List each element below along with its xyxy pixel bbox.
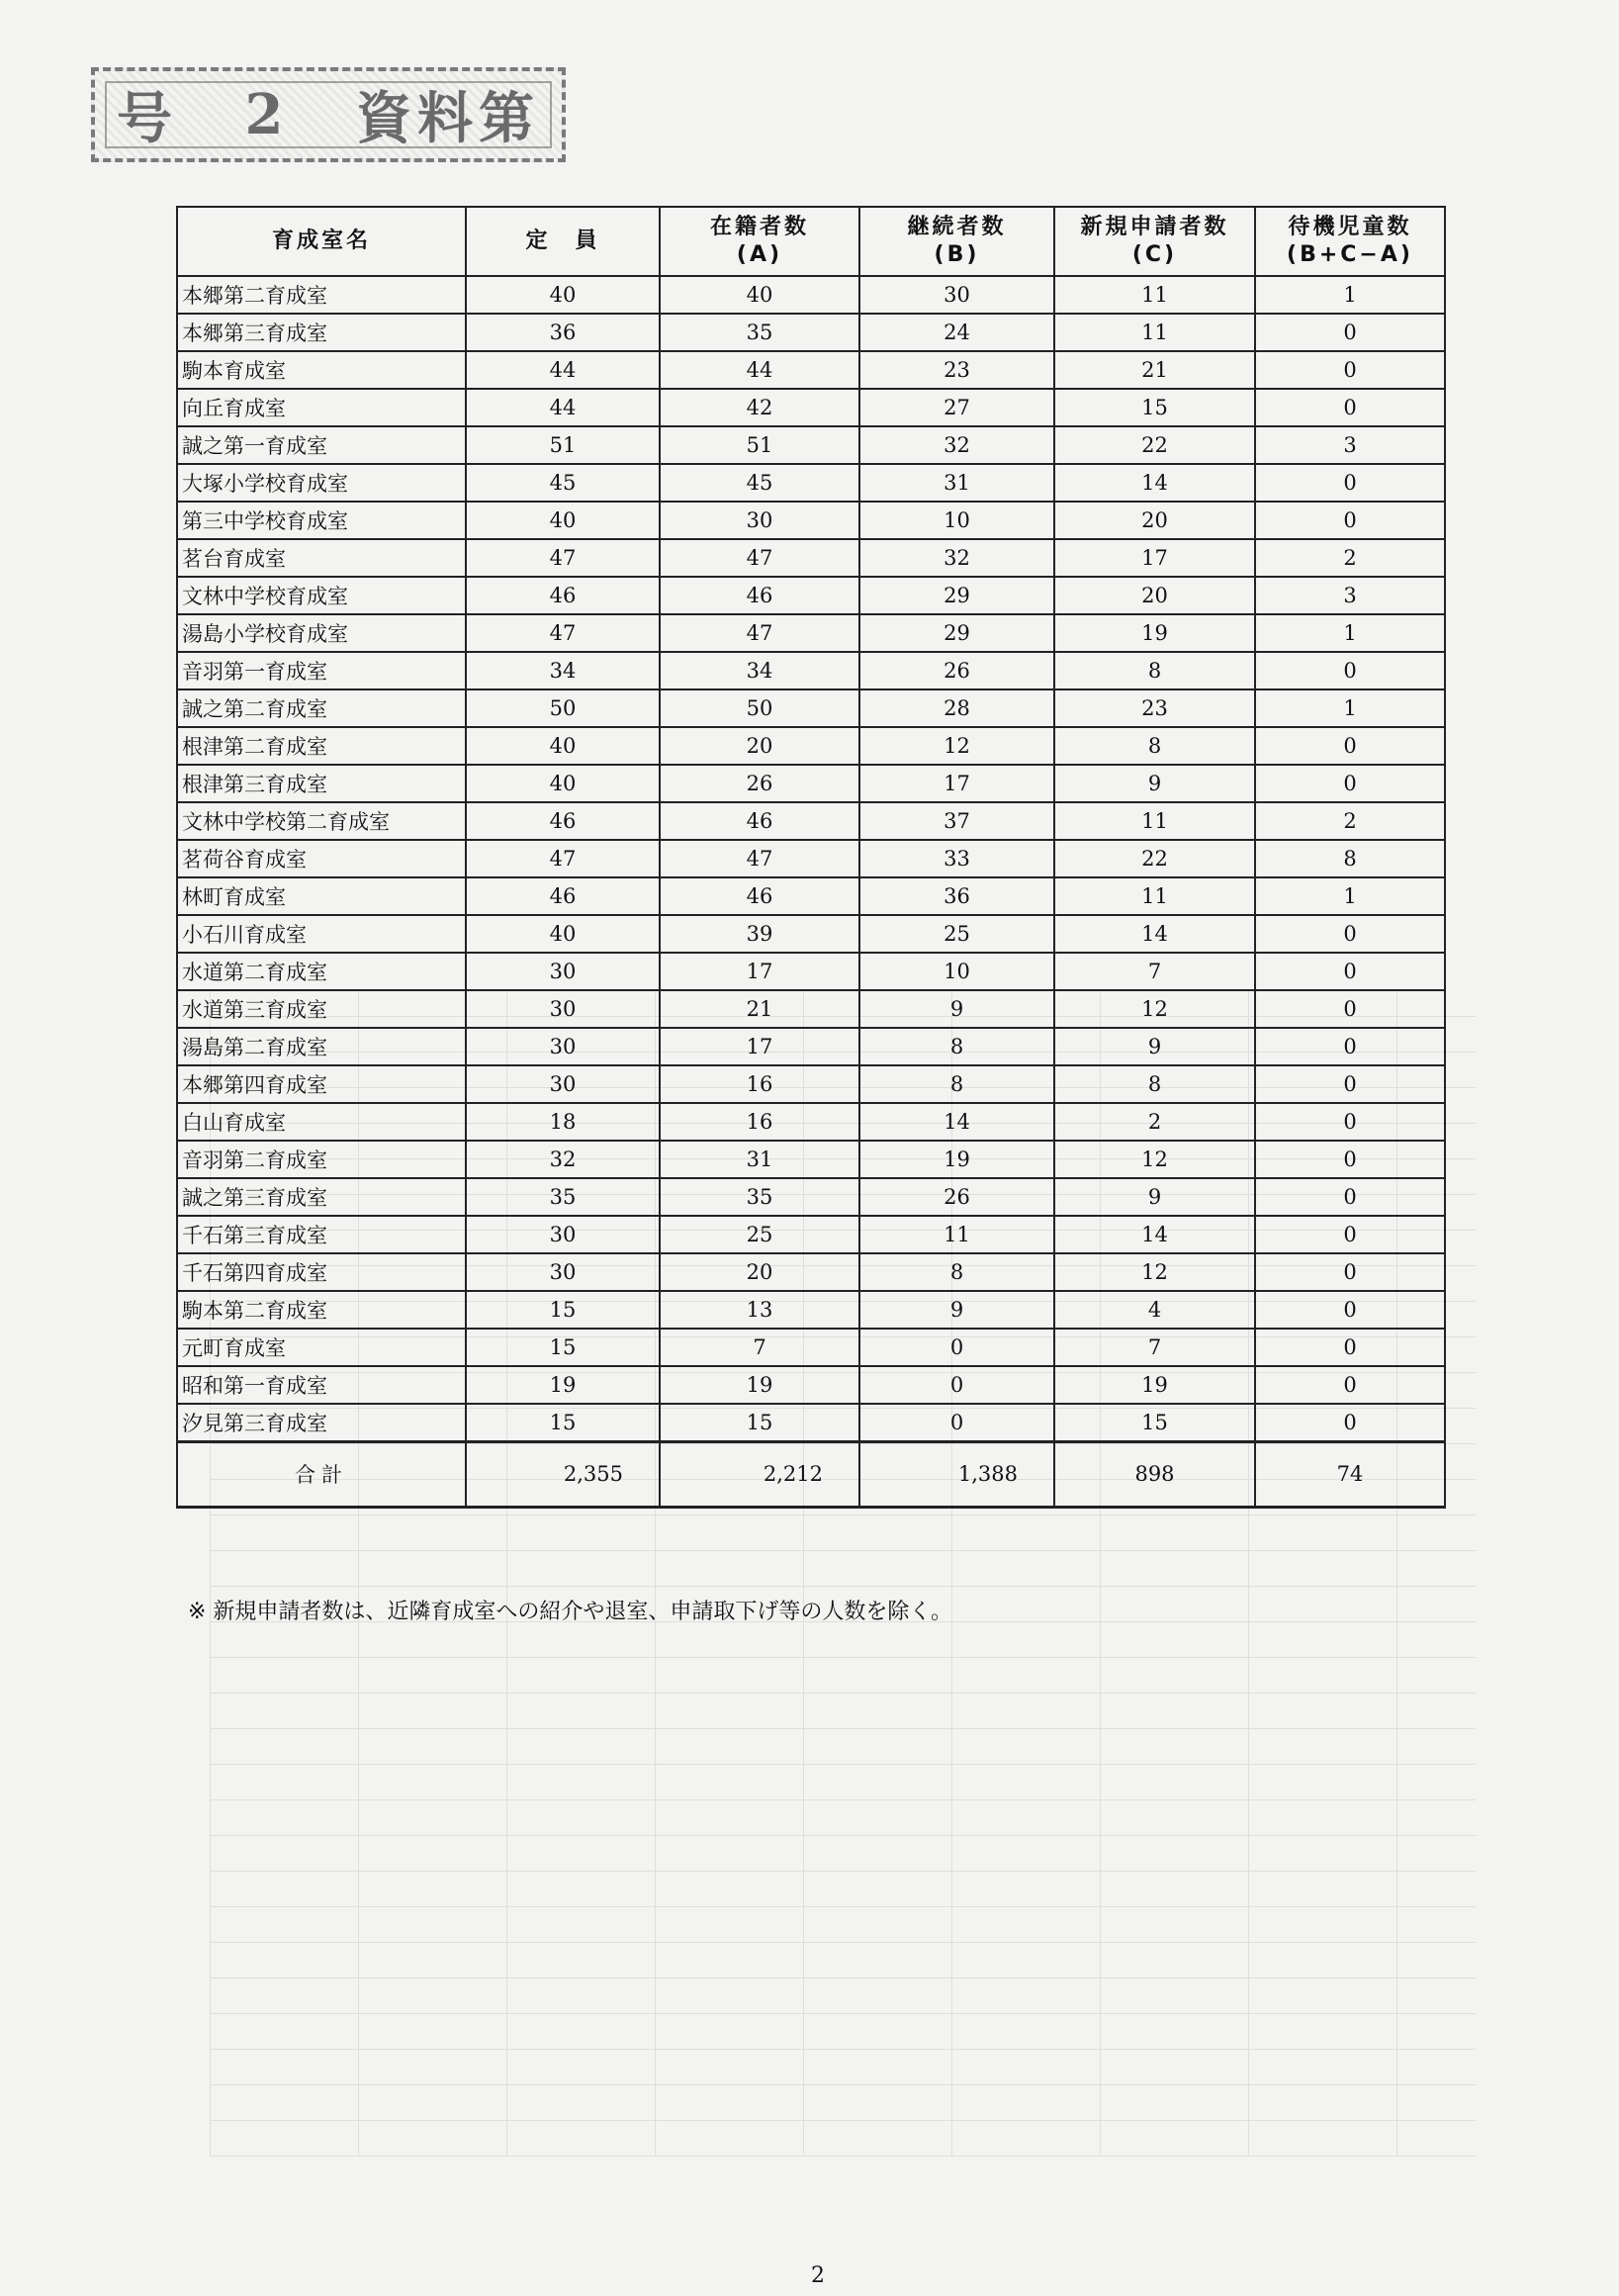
cell-continuing: 31 <box>859 464 1054 502</box>
cell-capacity: 35 <box>466 1178 660 1216</box>
cell-new-applicants: 19 <box>1054 1366 1255 1404</box>
cell-enrolled: 45 <box>660 464 859 502</box>
cell-new-applicants: 7 <box>1054 953 1255 990</box>
cell-room-name: 根津第三育成室 <box>177 765 466 802</box>
cell-continuing: 32 <box>859 426 1054 464</box>
cell-waiting: 2 <box>1255 802 1445 840</box>
cell-waiting: 0 <box>1255 1103 1445 1141</box>
cell-new-applicants: 14 <box>1054 1216 1255 1253</box>
cell-waiting: 0 <box>1255 1141 1445 1178</box>
cell-enrolled: 47 <box>660 614 859 652</box>
cell-enrolled: 17 <box>660 953 859 990</box>
cell-enrolled: 42 <box>660 389 859 426</box>
table-row <box>177 1028 1445 1065</box>
cell-capacity: 47 <box>466 614 660 652</box>
cell-new-applicants: 23 <box>1054 689 1255 727</box>
cell-continuing: 8 <box>859 1253 1054 1291</box>
header-label: 継続者数 <box>907 215 1007 239</box>
cell-continuing: 14 <box>859 1103 1054 1141</box>
cell-waiting: 0 <box>1255 1253 1445 1291</box>
table-row <box>177 539 1445 577</box>
cell-continuing: 10 <box>859 953 1054 990</box>
table-row <box>177 727 1445 765</box>
cell-waiting: 1 <box>1255 276 1445 314</box>
cell-enrolled: 46 <box>660 577 859 614</box>
table-row <box>177 351 1445 389</box>
header-row <box>177 207 1445 276</box>
table-body <box>177 276 1445 1441</box>
header-label: 育成室名 <box>271 229 371 253</box>
cell-continuing: 30 <box>859 276 1054 314</box>
cell-capacity: 18 <box>466 1103 660 1141</box>
cell-room-name: 大塚小学校育成室 <box>177 464 466 502</box>
table-row <box>177 990 1445 1028</box>
cell-new-applicants: 12 <box>1054 1253 1255 1291</box>
cell-enrolled: 15 <box>660 1404 859 1441</box>
cell-waiting: 0 <box>1255 1065 1445 1103</box>
cell-waiting: 0 <box>1255 1178 1445 1216</box>
cell-capacity: 32 <box>466 1141 660 1178</box>
cell-new-applicants: 20 <box>1054 502 1255 539</box>
table-row <box>177 577 1445 614</box>
cell-new-applicants: 20 <box>1054 577 1255 614</box>
cell-waiting: 0 <box>1255 1329 1445 1366</box>
cell-continuing: 19 <box>859 1141 1054 1178</box>
cell-continuing: 9 <box>859 990 1054 1028</box>
cell-room-name: 湯島第二育成室 <box>177 1028 466 1065</box>
cell-continuing: 25 <box>859 915 1054 953</box>
table-row <box>177 1216 1445 1253</box>
cell-enrolled: 16 <box>660 1065 859 1103</box>
table-row <box>177 689 1445 727</box>
cell-room-name: 本郷第二育成室 <box>177 276 466 314</box>
table-row <box>177 1291 1445 1329</box>
cell-room-name: 向丘育成室 <box>177 389 466 426</box>
cell-room-name: 誠之第一育成室 <box>177 426 466 464</box>
table-row <box>177 276 1445 314</box>
cell-enrolled: 40 <box>660 276 859 314</box>
header-sublabel: (A) <box>736 242 783 267</box>
footnote: ※ 新規申請者数は、近隣育成室への紹介や退室、申請取下げ等の人数を除く。 <box>188 1600 952 1624</box>
cell-new-applicants: 11 <box>1054 802 1255 840</box>
stamp-inner-border <box>105 81 552 148</box>
cell-continuing: 23 <box>859 351 1054 389</box>
cell-capacity: 30 <box>466 1253 660 1291</box>
waiting-children-table <box>176 206 1446 1509</box>
cell-enrolled: 51 <box>660 426 859 464</box>
cell-new-applicants: 11 <box>1054 314 1255 351</box>
cell-continuing: 29 <box>859 577 1054 614</box>
cell-room-name: 音羽第一育成室 <box>177 652 466 689</box>
cell-room-name: 駒本第二育成室 <box>177 1291 466 1329</box>
cell-waiting: 3 <box>1255 426 1445 464</box>
cell-enrolled: 26 <box>660 765 859 802</box>
table-row <box>177 1065 1445 1103</box>
header-label: 待機児童数 <box>1288 215 1412 239</box>
table-row <box>177 915 1445 953</box>
cell-continuing: 33 <box>859 840 1054 877</box>
cell-room-name: 文林中学校第二育成室 <box>177 802 466 840</box>
table-row <box>177 1329 1445 1366</box>
cell-enrolled: 50 <box>660 689 859 727</box>
cell-continuing: 8 <box>859 1028 1054 1065</box>
table-row <box>177 1404 1445 1441</box>
cell-capacity: 34 <box>466 652 660 689</box>
cell-waiting: 1 <box>1255 689 1445 727</box>
total-continuing: 1,388 <box>859 1441 1054 1507</box>
cell-capacity: 40 <box>466 727 660 765</box>
cell-new-applicants: 2 <box>1054 1103 1255 1141</box>
cell-new-applicants: 9 <box>1054 1028 1255 1065</box>
cell-waiting: 0 <box>1255 351 1445 389</box>
cell-capacity: 15 <box>466 1329 660 1366</box>
stamp-text-right: 資料第 <box>356 86 540 151</box>
cell-capacity: 40 <box>466 502 660 539</box>
cell-room-name: 元町育成室 <box>177 1329 466 1366</box>
cell-room-name: 駒本育成室 <box>177 351 466 389</box>
cell-waiting: 0 <box>1255 1291 1445 1329</box>
cell-waiting: 0 <box>1255 765 1445 802</box>
cell-continuing: 0 <box>859 1329 1054 1366</box>
cell-enrolled: 20 <box>660 1253 859 1291</box>
cell-enrolled: 30 <box>660 502 859 539</box>
header-room-name <box>177 207 466 276</box>
stamp-text-left: 号 <box>117 86 178 151</box>
cell-continuing: 0 <box>859 1404 1054 1441</box>
cell-room-name: 湯島小学校育成室 <box>177 614 466 652</box>
cell-new-applicants: 9 <box>1054 765 1255 802</box>
total-capacity: 2,355 <box>466 1441 660 1507</box>
cell-capacity: 46 <box>466 877 660 915</box>
table-row <box>177 1366 1445 1404</box>
cell-new-applicants: 11 <box>1054 877 1255 915</box>
cell-capacity: 40 <box>466 765 660 802</box>
cell-room-name: 第三中学校育成室 <box>177 502 466 539</box>
header-label: 在籍者数 <box>709 215 809 239</box>
total-row <box>177 1441 1445 1507</box>
cell-new-applicants: 12 <box>1054 990 1255 1028</box>
cell-new-applicants: 19 <box>1054 614 1255 652</box>
cell-capacity: 40 <box>466 915 660 953</box>
cell-enrolled: 19 <box>660 1366 859 1404</box>
table-row <box>177 652 1445 689</box>
cell-capacity: 47 <box>466 539 660 577</box>
cell-new-applicants: 17 <box>1054 539 1255 577</box>
cell-continuing: 26 <box>859 652 1054 689</box>
cell-continuing: 24 <box>859 314 1054 351</box>
cell-enrolled: 35 <box>660 1178 859 1216</box>
cell-enrolled: 34 <box>660 652 859 689</box>
table-row <box>177 502 1445 539</box>
cell-continuing: 10 <box>859 502 1054 539</box>
table-row <box>177 389 1445 426</box>
cell-room-name: 汐見第三育成室 <box>177 1404 466 1441</box>
table-row <box>177 614 1445 652</box>
cell-continuing: 36 <box>859 877 1054 915</box>
cell-new-applicants: 14 <box>1054 464 1255 502</box>
cell-room-name: 音羽第二育成室 <box>177 1141 466 1178</box>
cell-room-name: 茗荷谷育成室 <box>177 840 466 877</box>
cell-room-name: 誠之第二育成室 <box>177 689 466 727</box>
cell-waiting: 0 <box>1255 389 1445 426</box>
cell-enrolled: 47 <box>660 539 859 577</box>
page-number: 2 <box>811 2263 825 2288</box>
cell-new-applicants: 12 <box>1054 1141 1255 1178</box>
cell-continuing: 32 <box>859 539 1054 577</box>
cell-capacity: 44 <box>466 351 660 389</box>
cell-waiting: 0 <box>1255 1366 1445 1404</box>
table-row <box>177 953 1445 990</box>
header-label: 定 員 <box>525 229 600 253</box>
cell-waiting: 2 <box>1255 539 1445 577</box>
cell-waiting: 0 <box>1255 652 1445 689</box>
cell-room-name: 林町育成室 <box>177 877 466 915</box>
cell-waiting: 0 <box>1255 502 1445 539</box>
cell-capacity: 46 <box>466 802 660 840</box>
cell-room-name: 小石川育成室 <box>177 915 466 953</box>
total-waiting: 74 <box>1255 1441 1445 1507</box>
cell-new-applicants: 8 <box>1054 727 1255 765</box>
cell-waiting: 0 <box>1255 314 1445 351</box>
cell-enrolled: 7 <box>660 1329 859 1366</box>
cell-continuing: 9 <box>859 1291 1054 1329</box>
cell-continuing: 26 <box>859 1178 1054 1216</box>
cell-enrolled: 47 <box>660 840 859 877</box>
table-row <box>177 802 1445 840</box>
header-new-applicants <box>1054 207 1255 276</box>
cell-continuing: 28 <box>859 689 1054 727</box>
cell-continuing: 17 <box>859 765 1054 802</box>
header-capacity <box>466 207 660 276</box>
cell-room-name: 昭和第一育成室 <box>177 1366 466 1404</box>
cell-capacity: 30 <box>466 1065 660 1103</box>
cell-new-applicants: 22 <box>1054 840 1255 877</box>
cell-continuing: 8 <box>859 1065 1054 1103</box>
cell-waiting: 3 <box>1255 577 1445 614</box>
cell-new-applicants: 15 <box>1054 1404 1255 1441</box>
cell-capacity: 30 <box>466 1216 660 1253</box>
cell-waiting: 0 <box>1255 1028 1445 1065</box>
cell-new-applicants: 8 <box>1054 1065 1255 1103</box>
header-sublabel: (C) <box>1131 242 1178 267</box>
cell-room-name: 本郷第四育成室 <box>177 1065 466 1103</box>
header-label: 新規申請者数 <box>1080 215 1229 239</box>
cell-enrolled: 21 <box>660 990 859 1028</box>
cell-waiting: 0 <box>1255 1404 1445 1441</box>
cell-capacity: 15 <box>466 1404 660 1441</box>
document-number-stamp <box>91 67 566 162</box>
cell-room-name: 文林中学校育成室 <box>177 577 466 614</box>
cell-new-applicants: 22 <box>1054 426 1255 464</box>
header-sublabel: (B+C−A) <box>1287 242 1413 267</box>
cell-room-name: 千石第三育成室 <box>177 1216 466 1253</box>
cell-waiting: 0 <box>1255 1216 1445 1253</box>
header-continuing <box>859 207 1054 276</box>
total-enrolled: 2,212 <box>660 1441 859 1507</box>
cell-new-applicants: 11 <box>1054 276 1255 314</box>
cell-enrolled: 39 <box>660 915 859 953</box>
cell-waiting: 0 <box>1255 915 1445 953</box>
cell-continuing: 37 <box>859 802 1054 840</box>
cell-enrolled: 35 <box>660 314 859 351</box>
cell-waiting: 0 <box>1255 953 1445 990</box>
cell-enrolled: 17 <box>660 1028 859 1065</box>
cell-room-name: 本郷第三育成室 <box>177 314 466 351</box>
cell-capacity: 51 <box>466 426 660 464</box>
header-waiting <box>1255 207 1445 276</box>
table-row <box>177 1141 1445 1178</box>
cell-capacity: 45 <box>466 464 660 502</box>
cell-continuing: 27 <box>859 389 1054 426</box>
cell-enrolled: 25 <box>660 1216 859 1253</box>
table-row <box>177 1103 1445 1141</box>
cell-waiting: 0 <box>1255 990 1445 1028</box>
cell-new-applicants: 9 <box>1054 1178 1255 1216</box>
header-sublabel: (B) <box>934 242 980 267</box>
cell-enrolled: 46 <box>660 877 859 915</box>
cell-continuing: 12 <box>859 727 1054 765</box>
cell-capacity: 30 <box>466 1028 660 1065</box>
table-row <box>177 765 1445 802</box>
header-enrolled <box>660 207 859 276</box>
table-row <box>177 1253 1445 1291</box>
cell-capacity: 30 <box>466 953 660 990</box>
cell-new-applicants: 15 <box>1054 389 1255 426</box>
cell-continuing: 11 <box>859 1216 1054 1253</box>
cell-new-applicants: 8 <box>1054 652 1255 689</box>
table-row <box>177 314 1445 351</box>
cell-capacity: 36 <box>466 314 660 351</box>
cell-capacity: 50 <box>466 689 660 727</box>
cell-new-applicants: 7 <box>1054 1329 1255 1366</box>
table-row <box>177 1178 1445 1216</box>
cell-waiting: 0 <box>1255 464 1445 502</box>
cell-room-name: 水道第三育成室 <box>177 990 466 1028</box>
cell-new-applicants: 4 <box>1054 1291 1255 1329</box>
cell-enrolled: 44 <box>660 351 859 389</box>
cell-capacity: 46 <box>466 577 660 614</box>
table-row <box>177 877 1445 915</box>
cell-room-name: 白山育成室 <box>177 1103 466 1141</box>
total-new-applicants: 898 <box>1054 1441 1255 1507</box>
cell-enrolled: 20 <box>660 727 859 765</box>
cell-waiting: 1 <box>1255 614 1445 652</box>
cell-capacity: 30 <box>466 990 660 1028</box>
cell-enrolled: 16 <box>660 1103 859 1141</box>
cell-enrolled: 46 <box>660 802 859 840</box>
cell-continuing: 0 <box>859 1366 1054 1404</box>
cell-waiting: 0 <box>1255 727 1445 765</box>
cell-enrolled: 13 <box>660 1291 859 1329</box>
cell-capacity: 19 <box>466 1366 660 1404</box>
cell-room-name: 水道第二育成室 <box>177 953 466 990</box>
cell-room-name: 誠之第三育成室 <box>177 1178 466 1216</box>
stamp-text-mid: 2 <box>244 82 290 147</box>
table-row <box>177 464 1445 502</box>
table-row <box>177 840 1445 877</box>
cell-capacity: 40 <box>466 276 660 314</box>
cell-new-applicants: 21 <box>1054 351 1255 389</box>
cell-capacity: 15 <box>466 1291 660 1329</box>
cell-capacity: 47 <box>466 840 660 877</box>
cell-waiting: 8 <box>1255 840 1445 877</box>
cell-enrolled: 31 <box>660 1141 859 1178</box>
cell-waiting: 1 <box>1255 877 1445 915</box>
cell-new-applicants: 14 <box>1054 915 1255 953</box>
cell-room-name: 茗台育成室 <box>177 539 466 577</box>
cell-room-name: 千石第四育成室 <box>177 1253 466 1291</box>
cell-room-name: 根津第二育成室 <box>177 727 466 765</box>
cell-continuing: 29 <box>859 614 1054 652</box>
table-row <box>177 426 1445 464</box>
cell-capacity: 44 <box>466 389 660 426</box>
total-label: 合計 <box>177 1441 466 1507</box>
